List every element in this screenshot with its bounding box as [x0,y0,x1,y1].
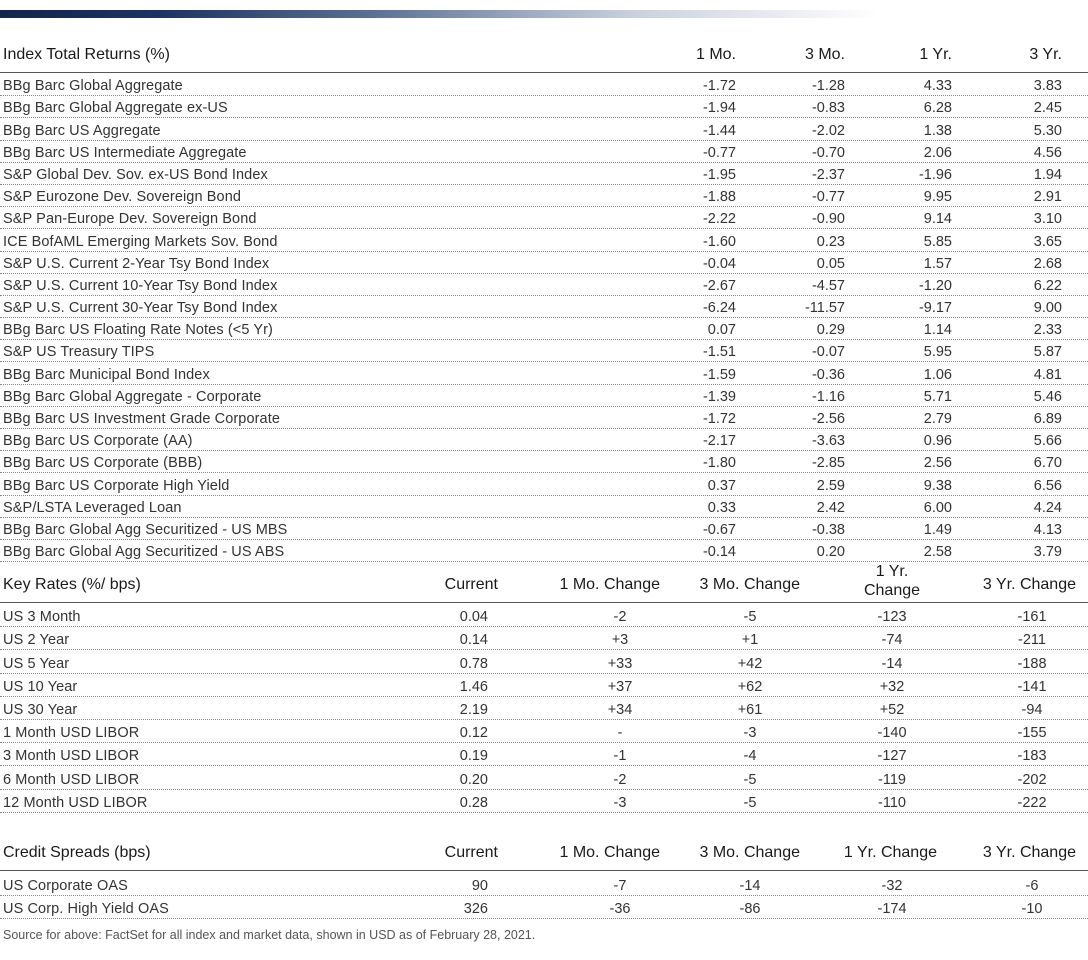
return-3mo: -1.28 [811,78,845,95]
return-1yr: 5.95 [923,344,952,361]
change-1yr: -140 [877,725,907,742]
col-3mo-header: 3 Mo. [804,46,845,63]
change-3yr: -202 [1017,771,1047,788]
return-3yr: 4.13 [1033,521,1062,538]
table-row [0,674,1088,697]
return-1mo: -2.22 [702,211,736,228]
table-row [0,185,1088,207]
return-1mo: -1.72 [702,411,736,427]
table-row [0,790,1088,813]
rate-current: 1.46 [459,678,488,695]
return-3mo: 0.05 [816,255,845,272]
col-current-header: Current [444,844,498,861]
table-row [0,743,1088,766]
return-3yr: 9.00 [1033,300,1062,317]
index-name: S&P US Treasury TIPS [3,344,155,361]
index-returns-header [0,30,1088,73]
return-1mo: -0.77 [702,144,736,161]
return-1yr: 2.56 [923,455,952,472]
change-1mo: +3 [611,632,629,649]
change-3mo: +42 [737,655,763,672]
return-1yr: 9.14 [923,211,952,228]
change-1mo: - [617,725,623,742]
change-3mo: -14 [739,877,761,894]
change-3mo: +62 [737,678,763,695]
return-3mo: 0.23 [816,233,845,250]
return-1yr: 9.95 [923,189,952,206]
index-name: BBg Barc US Corporate High Yield [3,477,230,494]
return-3mo: -0.83 [811,100,845,117]
change-3yr: -10 [1021,901,1043,917]
return-1mo: -1.72 [702,78,736,95]
table-row [0,340,1088,362]
spread-name: US Corporate OAS [3,877,128,894]
return-3mo: -2.85 [811,455,845,472]
return-1yr: 4.33 [923,78,952,95]
change-3yr: -161 [1017,609,1047,626]
change-3yr: -211 [1018,632,1046,649]
return-1yr: 1.38 [923,122,952,139]
return-3mo: 2.59 [816,477,845,494]
rate-name: 12 Month USD LIBOR [3,794,148,811]
return-1mo: 0.33 [707,499,736,516]
index-returns-title: Index Total Returns (%) [3,46,170,63]
change-3mo: -5 [743,609,757,626]
return-3mo: -2.02 [811,122,845,139]
col-current-header: Current [444,576,498,593]
change-1mo: -1 [613,748,627,765]
change-3yr: -141 [1017,678,1047,695]
return-3yr: 5.46 [1033,388,1062,405]
col-1mo-header: 1 Mo. [695,46,736,63]
return-3mo: -3.63 [811,433,845,450]
index-name: S&P U.S. Current 2-Year Tsy Bond Index [3,255,270,272]
change-3yr: -6 [1025,877,1039,894]
col-1yr-change-header [842,562,942,600]
return-3yr: 3.83 [1033,78,1062,95]
index-name: BBg Barc Municipal Bond Index [3,366,210,383]
return-1mo: -2.17 [702,433,736,450]
index-name: S&P Pan-Europe Dev. Sovereign Bond [3,211,257,228]
index-name: S&P Global Dev. Sov. ex-US Bond Index [3,166,268,183]
col-1yr-change-header: 1 Yr. Change [843,844,937,861]
rate-name: 3 Month USD LIBOR [3,748,140,765]
return-1yr: -9.17 [918,300,952,317]
source-note: Source for above: FactSet for all index and market data, shown in USD as of February 28, 2021. [3,928,536,942]
return-1yr: 2.79 [923,411,952,427]
rate-current: 0.04 [459,609,488,626]
return-3yr: 4.24 [1033,499,1062,516]
return-3yr: 2.33 [1033,322,1062,339]
return-1mo: -1.51 [702,344,736,361]
return-1yr: 6.00 [923,499,952,516]
return-1mo: -1.95 [702,166,736,183]
change-3mo: -3 [743,725,757,742]
table-row [0,496,1088,518]
return-1yr: 5.85 [923,233,952,250]
return-1yr: 5.71 [923,388,952,405]
spread-current: 90 [471,877,488,894]
return-3yr: 5.30 [1033,122,1062,139]
return-1yr: 2.58 [923,544,952,561]
table-row [0,362,1088,384]
return-1yr: 1.57 [923,255,952,272]
table-row [0,451,1088,473]
return-3mo: -0.70 [811,144,845,161]
return-1yr: 0.96 [923,433,952,450]
table-row [0,207,1088,229]
change-1yr: +52 [879,701,905,718]
table-row [0,96,1088,118]
rate-name: 6 Month USD LIBOR [3,771,140,788]
col-1yr-header: 1 Yr. [919,46,952,63]
return-3yr: 3.79 [1033,544,1062,561]
table-row [0,518,1088,540]
table-row [0,118,1088,140]
change-3mo: -4 [743,748,757,765]
table-row [0,473,1088,495]
change-1mo: +37 [607,678,633,695]
table-row [0,627,1088,650]
change-1mo: -2 [613,609,627,626]
rate-name: US 10 Year [3,678,78,695]
rate-name: US 3 Month [3,609,81,626]
rate-name: US 2 Year [3,632,70,649]
rate-name: US 30 Year [3,701,78,718]
return-1yr: 1.49 [923,521,952,538]
col-3mo-change-header: 3 Mo. Change [699,844,800,861]
return-3yr: 6.89 [1033,411,1062,427]
table-row [0,252,1088,274]
change-3yr: -183 [1017,748,1047,765]
table-row [0,296,1088,318]
col-3yr-header: 3 Yr. [1029,46,1062,63]
rate-current: 0.19 [459,748,488,765]
col-1mo-change-header: 1 Mo. Change [559,576,660,593]
change-1mo: -7 [613,877,627,894]
index-name: BBg Barc Global Aggregate [3,78,183,95]
table-row [0,74,1088,96]
return-3yr: 4.56 [1033,144,1062,161]
return-3yr: 6.70 [1033,455,1062,472]
change-1yr: -119 [878,771,906,788]
spread-current: 326 [463,901,488,917]
col-3mo-change-header: 3 Mo. Change [699,576,800,593]
credit-spreads-header [0,830,1088,871]
return-1mo: -1.60 [702,233,736,250]
change-3mo: +61 [737,701,763,718]
change-3yr: -94 [1021,701,1043,718]
table-row [0,650,1088,673]
rate-name: 1 Month USD LIBOR [3,725,140,742]
change-1yr: -123 [877,609,907,626]
change-3mo: -5 [743,771,757,788]
rate-current: 0.28 [459,794,488,811]
return-3yr: 3.10 [1033,211,1062,228]
return-3yr: 2.45 [1033,100,1062,117]
return-3mo: -2.56 [811,411,845,427]
col-1mo-change-header: 1 Mo. Change [559,844,660,861]
table-row [0,896,1088,920]
table-row [0,407,1088,429]
change-1yr: -32 [881,877,903,894]
return-1mo: -1.59 [702,366,736,383]
col-1yr-change-line1: 1 Yr. [875,563,909,580]
return-1mo: -1.88 [702,189,736,206]
return-1yr: 6.28 [923,100,952,117]
change-1yr: -74 [881,632,903,649]
return-3yr: 1.94 [1033,166,1062,183]
key-rates-header [0,556,1088,603]
change-1yr: -174 [877,901,907,917]
return-1yr: -1.20 [918,277,952,294]
index-name: S&P U.S. Current 10-Year Tsy Bond Index [3,277,278,294]
index-name: ICE BofAML Emerging Markets Sov. Bond [3,233,278,250]
index-name: BBg Barc Global Aggregate ex-US [3,100,228,117]
index-returns-table [0,74,1088,562]
return-3mo: -0.38 [811,521,845,538]
rate-current: 0.14 [459,632,488,649]
return-1mo: -0.67 [702,521,736,538]
rate-current: 0.12 [459,725,488,742]
table-row [0,872,1088,896]
change-1mo: +33 [607,655,633,672]
rate-current: 0.20 [459,771,488,788]
table-row [0,697,1088,720]
table-row [0,720,1088,743]
return-3mo: -2.37 [811,166,845,183]
table-row [0,141,1088,163]
change-1yr: +32 [879,678,905,695]
return-1yr: -1.96 [918,166,952,183]
return-3yr: 6.22 [1033,277,1062,294]
return-3yr: 2.91 [1033,189,1062,206]
index-name: BBg Barc US Floating Rate Notes (<5 Yr) [3,322,273,339]
change-3mo: -5 [743,794,757,811]
index-name: BBg Barc Global Agg Securitized - US ABS [3,544,285,561]
return-1mo: -2.67 [702,277,736,294]
rate-current: 2.19 [459,701,488,718]
return-1yr: 2.06 [923,144,952,161]
index-name: BBg Barc Global Agg Securitized - US MBS [3,521,288,538]
col-3yr-change-header: 3 Yr. Change [982,576,1076,593]
rate-name: US 5 Year [3,655,70,672]
change-1yr: -127 [877,748,907,765]
index-name: BBg Barc US Corporate (BBB) [3,455,203,472]
return-1mo: -0.04 [702,255,736,272]
return-3mo: -0.36 [811,366,845,383]
return-3yr: 6.56 [1033,477,1062,494]
change-1yr: -110 [878,794,906,811]
return-1mo: -1.94 [702,100,736,117]
return-3mo: -11.57 [804,300,845,317]
credit-spreads-title: Credit Spreads (bps) [3,844,151,861]
return-3mo: 2.42 [816,499,845,516]
index-name: BBg Barc US Aggregate [3,122,161,139]
header-gradient-bar [0,10,880,18]
return-1mo: 0.37 [707,477,736,494]
return-3mo: -1.16 [811,388,845,405]
table-row [0,429,1088,451]
return-1mo: 0.07 [707,322,736,339]
table-row [0,766,1088,789]
table-row [0,229,1088,251]
change-3yr: -188 [1017,655,1047,672]
spread-name: US Corp. High Yield OAS [3,901,169,917]
return-1yr: 1.06 [923,366,952,383]
table-row [0,604,1088,627]
table-row [0,385,1088,407]
key-rates-table [0,604,1088,813]
return-3yr: 5.87 [1033,344,1062,361]
change-1mo: -36 [609,901,631,917]
change-1mo: -2 [613,771,627,788]
return-3mo: -0.90 [811,211,845,228]
col-1yr-change-line2: Change [863,582,921,599]
index-name: S&P Eurozone Dev. Sovereign Bond [3,189,242,206]
index-name: S&P U.S. Current 30-Year Tsy Bond Index [3,300,278,317]
return-3mo: -4.57 [811,277,845,294]
change-1mo: +34 [607,701,633,718]
index-name: BBg Barc Global Aggregate - Corporate [3,388,262,405]
change-1yr: -14 [881,655,903,672]
rate-current: 0.78 [459,655,488,672]
credit-spreads-table [0,872,1088,919]
index-name: BBg Barc US Intermediate Aggregate [3,144,247,161]
return-1mo: -1.39 [702,388,736,405]
return-1yr: 9.38 [923,477,952,494]
return-3yr: 3.65 [1033,233,1062,250]
return-3mo: 0.20 [816,544,845,561]
return-1mo: -6.24 [702,300,736,317]
table-row [0,163,1088,185]
index-name: BBg Barc US Corporate (AA) [3,433,193,450]
change-3yr: -155 [1017,725,1047,742]
change-3mo: +1 [741,632,759,649]
table-row [0,274,1088,296]
return-1yr: 1.14 [923,322,952,339]
col-3yr-change-header: 3 Yr. Change [982,844,1076,861]
change-3yr: -222 [1017,794,1047,811]
return-1mo: -1.80 [702,455,736,472]
return-1mo: -1.44 [702,122,736,139]
return-3yr: 4.81 [1033,366,1062,383]
return-3yr: 5.66 [1033,433,1062,450]
change-3mo: -86 [739,901,761,917]
return-3mo: 0.29 [816,322,845,339]
return-3mo: -0.77 [811,189,845,206]
index-name: S&P/LSTA Leveraged Loan [3,499,182,516]
return-3mo: -0.07 [811,344,845,361]
key-rates-title: Key Rates (%/ bps) [3,576,141,593]
return-1mo: -0.14 [702,544,736,561]
table-row [0,318,1088,340]
return-3yr: 2.68 [1033,255,1062,272]
index-name: BBg Barc US Investment Grade Corporate [3,411,281,427]
change-1mo: -3 [613,794,627,811]
